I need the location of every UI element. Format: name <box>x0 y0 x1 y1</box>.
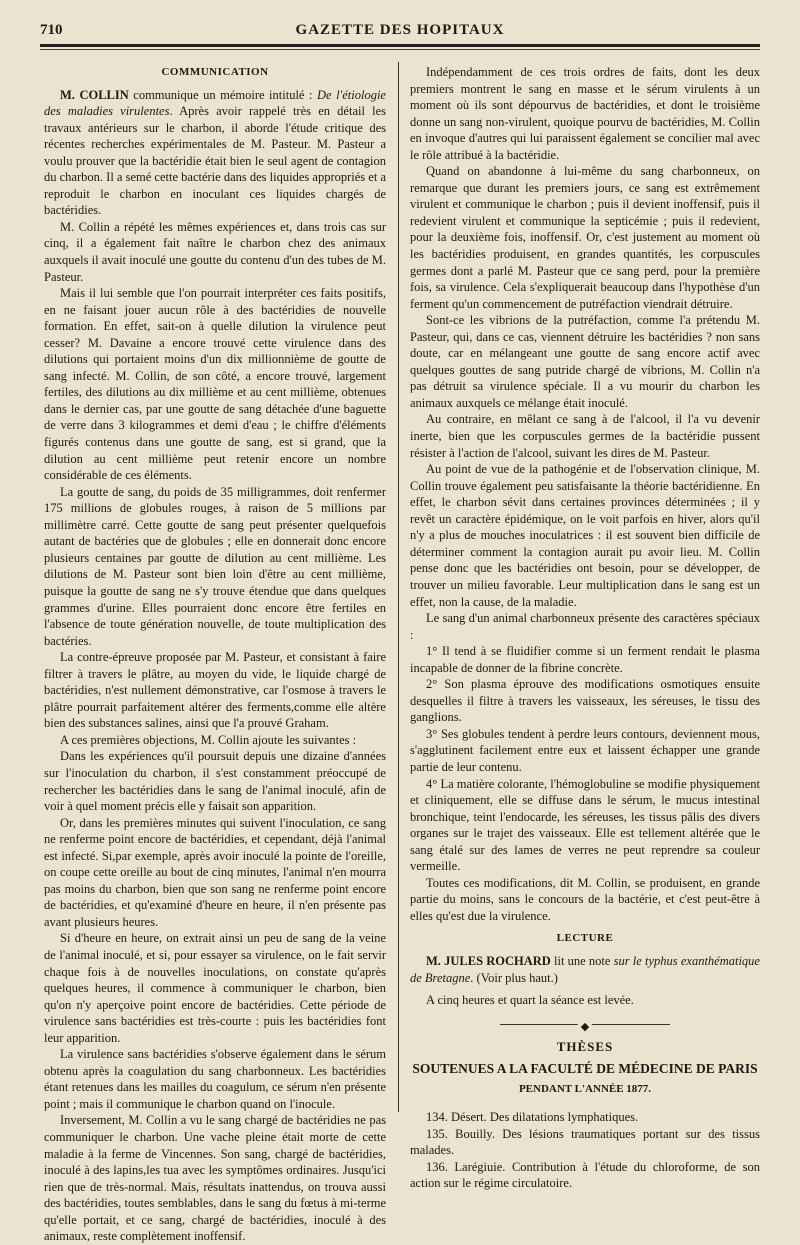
speaker-name: M. COLLIN <box>60 87 129 102</box>
page-number: 710 <box>40 22 63 38</box>
ornamental-divider <box>410 1019 760 1031</box>
theses-subheading: SOUTENUES A LA FACULTÉ DE MÉDECINE DE PARIS <box>412 1061 758 1077</box>
paragraph: Dans les expériences qu'il poursuit depuis une dizaine d'années sur l'inoculation du charbon, il s'est constamment préoccupé de rechercher les bactéridies dans le sang de l'animal inoculé, afin de voir à quel moment précis elle y faisait son apparition. <box>44 749 386 814</box>
paragraph: Au contraire, en mêlant ce sang à de l'alcool, il l'a vu devenir inerte, bien que les corpuscules germes de la bactéridie pussent résister à l'action de l'alcool, suivant les dires de M. Pasteur. <box>410 412 760 460</box>
thesis-item: 134. Désert. Des dilatations lymphatiques. <box>426 1110 639 1125</box>
paragraph: Inversement, M. Collin a vu le sang chargé de bactéridies ne pas communiquer le charbon. Une vache pleine était morte de cette maladie à la ferme de Vincennes. Son sang, chargé de bactéridies, inoculé à des lapins,les tua avec les symptômes ordinaires. Jusqu'ici rien que de très-normal. Mais, résultats inattendus, on trouva aussi des bactéridies, toutes semblables, dans le sang du fœtus à mi-terme qu'elle portait, et ce sang, chargé de bactéridies, inoculé à des animaux, reste complètement inoffensif. <box>44 1113 386 1244</box>
diamond-ornament-icon: ◆ <box>578 1019 592 1036</box>
journal-title: GAZETTE DES HOPITAUX <box>295 22 505 38</box>
paragraph: 1° Il tend à se fluidifier comme si un ferment rendait le plasma incapable de donner de la fibrine concrète. <box>410 644 760 675</box>
section-heading-lecture: LECTURE <box>556 932 614 945</box>
section-heading-communication: COMMUNICATION <box>161 66 269 78</box>
right-column <box>410 64 760 1192</box>
header-rule <box>40 44 760 47</box>
theses-period: PENDANT L'ANNÉE 1877. <box>518 1082 652 1095</box>
page-header <box>40 22 760 42</box>
thesis-item: 135. Bouilly. Des lésions traumatiques portant sur des tissus malades. <box>410 1126 760 1158</box>
paragraph: La virulence sans bactéridies s'observe également dans le sérum obtenu après la coagulation du sang charbonneux. Les bactéridies étant retenues dans les mailles du coagulum, ce sérum n'en présente point ; mais il communique le charbon quand on l'inocule. <box>44 1047 386 1111</box>
paragraph: La contre-épreuve proposée par M. Pasteur, et consistant à faire filtrer à travers le plâtre, au moyen du vide, le liquide chargé de bactéridies, n'est nullement démonstrative, car l'osmose à travers le plâtre pourrait parfaitement altérer des ferments,comme elle altère bien des substances salines, ainsi que l'a prouvé Graham. <box>44 650 386 731</box>
paragraph: Or, dans les premières minutes qui suivent l'inoculation, ce sang ne renferme point encore de bactéridies, et cependant, déjà l'animal est infecté. Si,par exemple, après avoir inoculé la pointe de l'oreille, on coupe cette oreille au bout de cinq minutes, l'animal n'en mourra pas moins du charbon, bien que son sang ne renferme point encore de bactéridies, et qu'examiné d'heure en heure, il n'en présente pas avant plusieurs heures. <box>44 815 386 929</box>
text-run: lit une note <box>550 953 614 968</box>
paragraph: 4° La matière colorante, l'hémoglobuline se modifie physiquement et cliniquement, elle se diffuse dans le sérum, le mucus intestinal bronchique, teint l'endocarde, les séreuses, les tissus pâlis des divers organes sur le trajet des vaisseaux. Elle est tellement altérée que le sang étalé sur des lames de verres ne peut reprendre sa couleur vermeille. <box>410 776 760 874</box>
note-title: sur le typhus exanthématique de Bretagne <box>410 953 760 985</box>
column-separator <box>398 62 399 1112</box>
paragraph <box>410 953 760 986</box>
paragraph: Si d'heure en heure, on extrait ainsi un peu de sang de la veine de l'animal inoculé, et si, pour essayer sa virulence, on le fait servir chaque fois à de nouvelles inoculations, on constate qu'après quelques heures, il commence à communiquer le charbon, bien qu'on n'y aperçoive point encore de bactéridies. Cette période de virulence sans bactéridies est très-courte : puis les bactéridies font leur apparition. <box>44 931 386 1045</box>
paragraph: Le sang d'un animal charbonneux présente des caractères spéciaux : <box>410 611 760 642</box>
text-run: communique un mémoire intitulé : <box>128 87 317 102</box>
left-column <box>44 64 386 1245</box>
thesis-item: 136. Larégiuie. Contribution à l'étude du chloroforme, de son action sur le régime circulatoire. <box>410 1159 760 1191</box>
paragraph: Toutes ces modifications, dit M. Collin, se produisent, en grande partie du moins, sans le concours de la bactérie, et c'est peut-être à elles qu'est due la virulence. <box>410 875 760 923</box>
text-run: . (Voir plus haut.) <box>470 970 558 985</box>
paragraph: Mais il lui semble que l'on pourrait interpréter ces faits positifs, en ne faisant jouer aucun rôle à des bactéridies de nouvelle formation. En effet, sait-on à quelle dilution la virulence peut cesser? M. Davaine a encore trouvé cette virulence dans des dilutions qui portaient moins d'un dix millionnième de goutte de sang infecté. M. Collin, de son côté, a encore trouvé, largement fertiles, des dilutions au dix millième et au cent millième, obtenues dans le dernier cas, par une goutte de sang détachée d'une baguette de verre dans 3 kilogrammes et demi d'eau ; le chiffre d'éléments figurés contenus dans une goutte de sang, est si grand, que la dilution au cent millième peut retenir encore un nombre considérable de ces éléments. <box>44 286 386 483</box>
paragraph: 3° Ses globules tendent à perdre leurs contours, deviennent mous, s'agglutinent facilement entre eux et laissent échapper une grande partie de leur contenu. <box>410 726 760 774</box>
paragraph: Indépendamment de ces trois ordres de faits, dont les deux premiers montrent le sang en masse et le sérum virulents à un moment où ils sont dépourvus de bactéridies, et dont le troisième donne un sang non-virulent, quoique pourvu de bactéridies, M. Collin en invoque d'autres qui lui paraissent également se concilier mal avec le rôle attribué à la bactéridie. <box>410 65 760 162</box>
paragraph: M. Collin a répété les mêmes expériences et, dans trois cas sur cinq, il a également fait naître le charbon chez des animaux auxquels il avait inoculé une goutte du contenu d'un des tubes de M. Pasteur. <box>44 219 386 284</box>
paragraph: Quand on abandonne à lui-même du sang charbonneux, on remarque que durant les premiers jours, ce sang est extrêmement virulent et communique le charbon ; puis il devient inoffensif, puis il redevient virulent et communique la septicémie ; puis il redevient, pour la deuxième fois, inoffensif. Or, c'est justement au moment où les bactéridies produisent, en grandes quantités, les corpuscules germes dont a parlé M. Pasteur que ce sang perd, pour la première fois, sa virulence. Cela s'expliquerait beaucoup dans l'hypothèse d'un ferment qu'un commencement de putréfaction viendrait détruire. <box>410 164 760 311</box>
closing-line: A cinq heures et quart la séance est levée. <box>426 993 634 1008</box>
paragraph: La goutte de sang, du poids de 35 milligrammes, doit renfermer 175 millions de globules rouges, à raison de 5 millions par millimètre carré. Cette goutte de sang peut présenter quelquefois autant de bactéries que de globules ; elle en donnerait donc encore plusieurs centaines par goutte de dilution au cent millième. Les dilutions de M. Pasteur sont bien loin d'être au cent millième, puisque la goutte de sang ne s'y trouve étendue que dans quelques grammes d'urine. Elles pourraient donc encore être fertiles en l'absence de toute génération nouvelle, de toute multiplication des bactéries. <box>44 484 386 648</box>
paragraph: 2° Son plasma éprouve des modifications osmotiques ensuite desquelles il filtre à travers les vaisseaux, les séreuses, le tissu des ganglions. <box>410 677 760 725</box>
theses-heading: THÈSES <box>556 1038 614 1054</box>
paragraph: Au point de vue de la pathogénie et de l'observation clinique, M. Collin trouve également peu satisfaisante la théorie bactéridienne. En effet, le charbon sévit dans certaines provinces déterminées ; il y revêt un caractère épidémique, on le voit parfois en hiver, alors qu'il n'y a plus de mouches inoculatrices : il est souvent bien difficile de déterminer comment la contagion aurait pu avoir lieu. M. Collin pense donc que les bactéridies ont besoin, pour se développer, de trouver un milieu favorable. Leur multiplication dans le sang est un effet, non la cause, de la maladie. <box>410 462 760 609</box>
header-rule-thin <box>40 49 760 50</box>
speaker-name: M. JULES ROCHARD <box>426 953 551 968</box>
paragraph: A ces premières objections, M. Collin ajoute les suivantes : <box>60 732 357 747</box>
memoir-title: De l'étiologie des maladies virulentes <box>44 87 386 119</box>
text-run: . Après avoir rappelé très en détail les travaux antérieurs sur le charbon, il aborde l'étude critique des récentes recherches expérimentales de M. Pasteur. M. Pasteur a voulu prouver que la bactéridie était bien le seul agent de contagion du charbon. Il a semé cette bactérie dans des liquides appropriés et a reproduit le charbon en inoculant ces liquides chargés de bactéridies. <box>44 104 387 218</box>
paragraph: Sont-ce les vibrions de la putréfaction, comme l'a prétendu M. Pasteur, qui, dans ce cas, viennent détruire les bactéridies ? non sans doute, car en mélangeant une goutte de sang encore actif avec quelques gouttes de sang putride chargé de vibrions, M. Collin n'a pas détruit sa virulence spéciale. Il a vu mourir du charbon les animaux auxquels ce mélange était inoculé. <box>410 313 760 410</box>
paragraph <box>44 87 386 219</box>
